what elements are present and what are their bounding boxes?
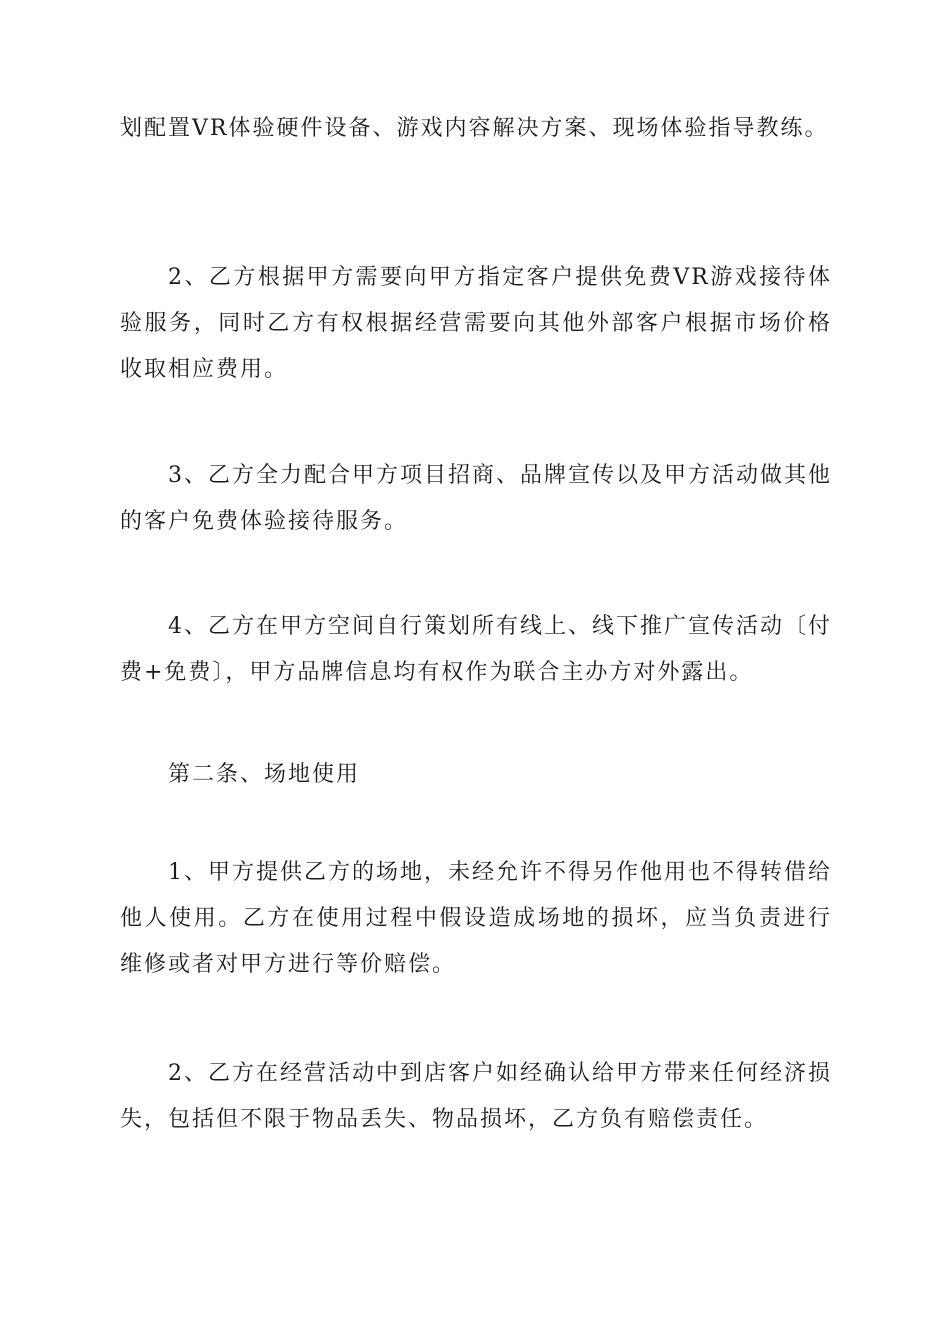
paragraph-clause-3: 3、乙方全力配合甲方项目招商、品牌宣传以及甲方活动做其他的客户免费体验接待服务。 [120, 463, 832, 534]
paragraph-clause-2: 2、乙方根据甲方需要向甲方指定客户提供免费VR游戏接待体验服务，同时乙方有权根据经营需要向其他外部客户根据市场价格收取相应费用。 [120, 265, 832, 382]
paragraph-venue-1: 1、甲方提供乙方的场地，未经允许不得另作他用也不得转借给他人使用。乙方在使用过程中假设造成场地的损坏，应当负责进行维修或者对甲方进行等价赔偿。 [120, 860, 832, 977]
section-heading-article-2: 第二条、场地使用 [168, 762, 361, 787]
paragraph-continued: 划配置VR体验硬件设备、游戏内容解决方案、现场体验指导教练。 [120, 116, 829, 141]
paragraph-clause-4: 4、乙方在甲方空间自行策划所有线上、线下推广宣传活动〔付费+免费〕，甲方品牌信息均有权作为联合主办方对外露出。 [120, 614, 832, 685]
paragraph-venue-2: 2、乙方在经营活动中到店客户如经确认给甲方带来任何经济损失，包括但不限于物品丢失、物品损坏，乙方负有赔偿责任。 [120, 1061, 832, 1132]
